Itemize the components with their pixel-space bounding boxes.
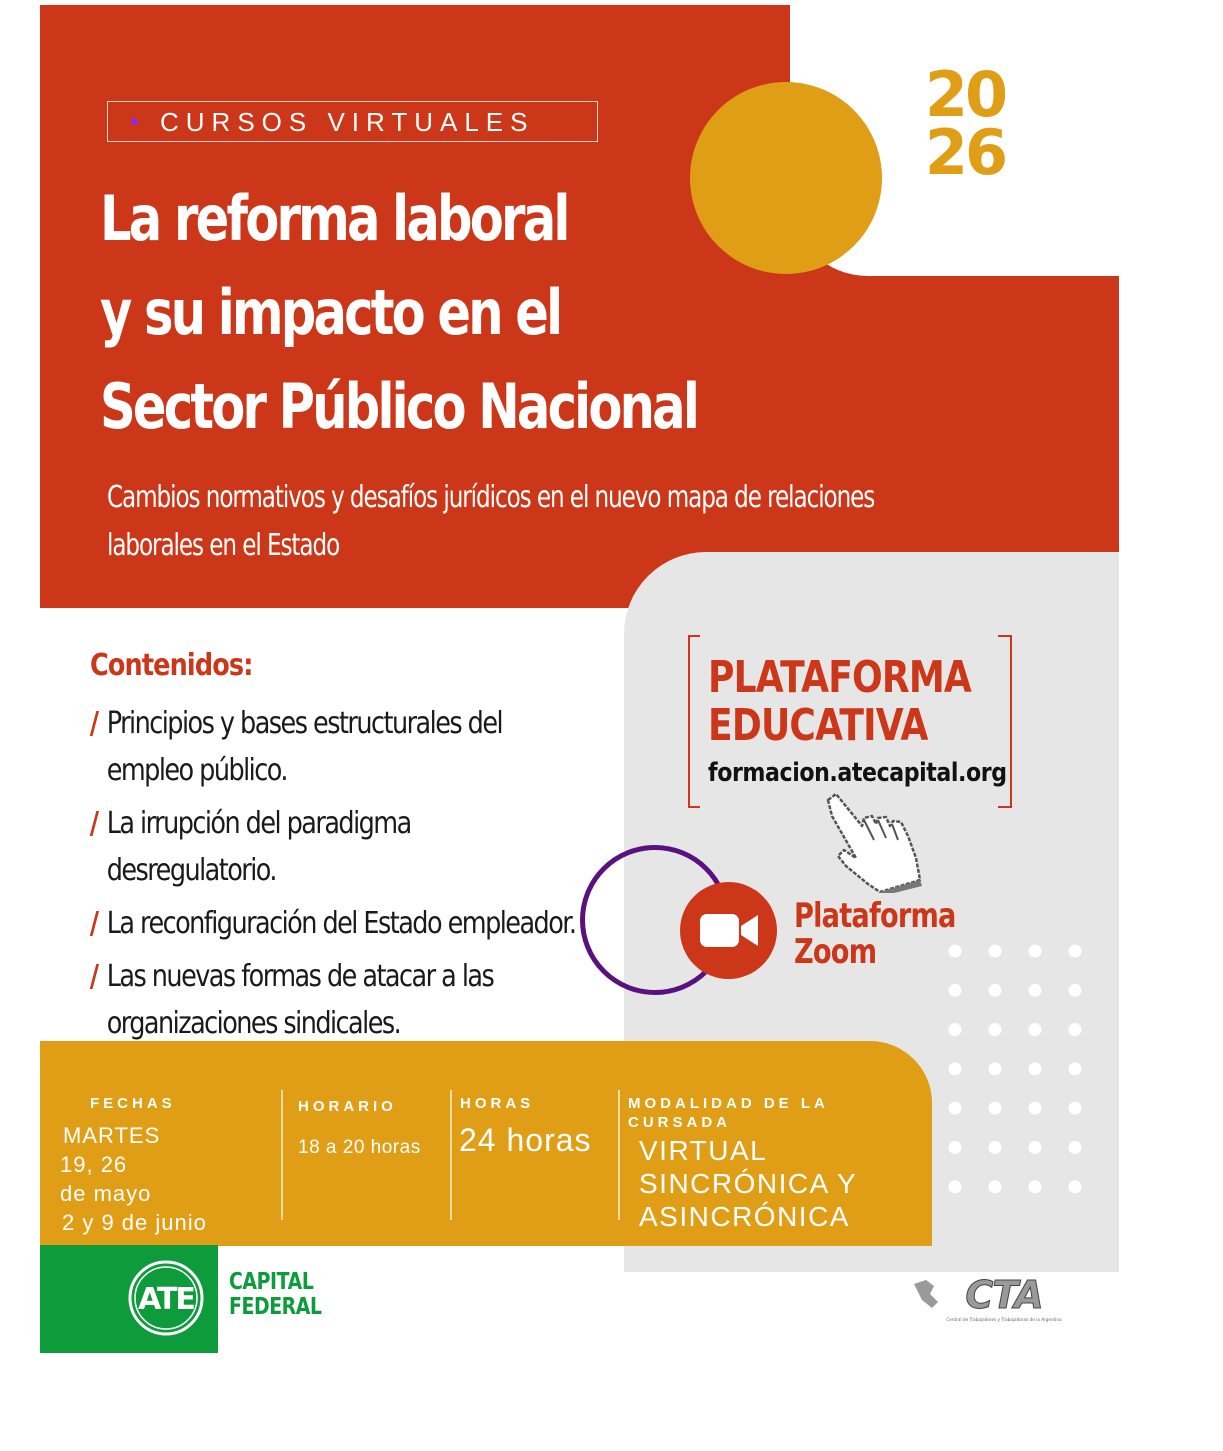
decorative-dot-grid <box>945 940 1095 1200</box>
course-subtitle-line: Cambios normativos y desafíos jurídicos en el nuevo mapa de relaciones <box>107 480 875 515</box>
cta-logo-subtext: Central de Trabajadores y Trabajadoras de la Argentina <box>946 1317 1062 1322</box>
list-item <box>88 953 581 1047</box>
year-top: 20 <box>924 58 1006 131</box>
zoom-platform-label <box>794 898 956 970</box>
decorative-dot <box>989 1180 1002 1193</box>
decorative-dot <box>949 1102 962 1115</box>
hand-pointer-icon <box>820 788 930 893</box>
decorative-dot <box>1029 984 1042 997</box>
list-item-text: Principios y bases estructurales del empleo público. <box>106 706 503 788</box>
ate-logo-text: ATE <box>138 1282 194 1317</box>
platform-title-line: PLATAFORMA <box>708 652 972 703</box>
list-item-text: La reconfiguración del Estado empleador. <box>106 906 576 941</box>
bullet-dot-icon <box>131 118 138 125</box>
course-title <box>100 172 740 454</box>
decorative-dot <box>1069 945 1082 958</box>
course-title-line: La reforma laboral <box>100 182 568 255</box>
hours-label: HORAS <box>460 1095 535 1112</box>
ate-branch-label <box>229 1270 322 1320</box>
list-item <box>88 800 581 894</box>
dates-line: 19, 26 <box>60 1152 128 1177</box>
zoom-label-line: Plataforma <box>794 896 956 936</box>
course-type-tag: CURSOS VIRTUALES <box>160 107 535 137</box>
modality-line: SINCRÓNICA Y <box>639 1168 858 1199</box>
list-item-text: La irrupción del paradigma desregulatorio. <box>106 806 411 888</box>
list-item-text: Las nuevas formas de atacar a las organizaciones sindicales. <box>106 959 494 1041</box>
decorative-dot <box>1069 1141 1082 1154</box>
decorative-dot <box>1029 945 1042 958</box>
decorative-dot <box>989 1062 1002 1075</box>
decorative-dot <box>949 945 962 958</box>
decorative-dot <box>949 984 962 997</box>
course-subtitle <box>107 474 1023 570</box>
modality-line: VIRTUAL <box>639 1135 768 1166</box>
video-camera-icon <box>680 882 777 979</box>
dates-line: de mayo <box>60 1181 152 1206</box>
list-item <box>88 900 581 947</box>
slash-bullet-icon: / <box>89 906 98 941</box>
decorative-dot <box>1069 1180 1082 1193</box>
slash-bullet-icon: / <box>89 706 98 741</box>
hours-value: 24 horas <box>459 1122 592 1158</box>
decorative-dot <box>989 984 1002 997</box>
info-divider <box>618 1090 620 1220</box>
contents-list <box>88 700 581 1053</box>
course-title-line: Sector Público Nacional <box>100 370 698 443</box>
ate-branch-line: CAPITAL <box>229 1269 314 1295</box>
platform-url-link[interactable]: formacion.atecapital.org <box>708 758 1007 788</box>
slash-bullet-icon: / <box>89 959 98 994</box>
decorative-dot <box>1029 1141 1042 1154</box>
decorative-dot <box>1069 984 1082 997</box>
decorative-dot <box>1029 1180 1042 1193</box>
year-bottom: 26 <box>924 116 1006 189</box>
zoom-icon-badge <box>680 882 777 979</box>
dates-value <box>60 1121 207 1237</box>
info-divider <box>281 1090 283 1220</box>
dates-line: MARTES <box>63 1123 161 1148</box>
decorative-dot <box>949 1141 962 1154</box>
contents-heading: Contenidos: <box>90 648 253 683</box>
dates-line: 2 y 9 de junio <box>62 1210 207 1235</box>
platform-title <box>708 654 971 750</box>
decorative-dot <box>989 1023 1002 1036</box>
list-item <box>88 700 581 794</box>
year-badge <box>900 58 1030 189</box>
platform-title-line: EDUCATIVA <box>708 700 928 751</box>
decorative-dot <box>1029 1062 1042 1075</box>
decorative-dot <box>1029 1023 1042 1036</box>
cta-logo <box>912 1272 1074 1324</box>
decorative-dot <box>1029 1102 1042 1115</box>
decorative-dot <box>949 1062 962 1075</box>
modality-label: MODALIDAD DE LA CURSADA <box>628 1095 829 1131</box>
cta-logo-text: CTA <box>965 1273 1043 1317</box>
decorative-dot <box>949 1023 962 1036</box>
schedule-value: 18 a 20 horas <box>298 1137 421 1158</box>
decorative-dot <box>949 1180 962 1193</box>
decorative-dot <box>1069 1102 1082 1115</box>
modality-value <box>639 1134 857 1233</box>
zoom-label-line: Zoom <box>794 932 877 972</box>
decorative-dot <box>989 945 1002 958</box>
ate-logo <box>127 1259 205 1337</box>
decorative-dot <box>989 1102 1002 1115</box>
modality-line: ASINCRÓNICA <box>639 1201 850 1232</box>
decorative-dot <box>989 1141 1002 1154</box>
slash-bullet-icon: / <box>89 806 98 841</box>
dates-label: FECHAS <box>90 1095 176 1112</box>
course-title-line: y su impacto en el <box>100 276 561 349</box>
info-divider <box>450 1090 452 1220</box>
schedule-label: HORARIO <box>298 1098 397 1115</box>
decorative-dot <box>1069 1062 1082 1075</box>
ate-branch-line: FEDERAL <box>229 1294 322 1320</box>
platform-bracket-left <box>688 635 700 808</box>
course-subtitle-line: laborales en el Estado <box>107 528 340 563</box>
decorative-dot <box>1069 1023 1082 1036</box>
